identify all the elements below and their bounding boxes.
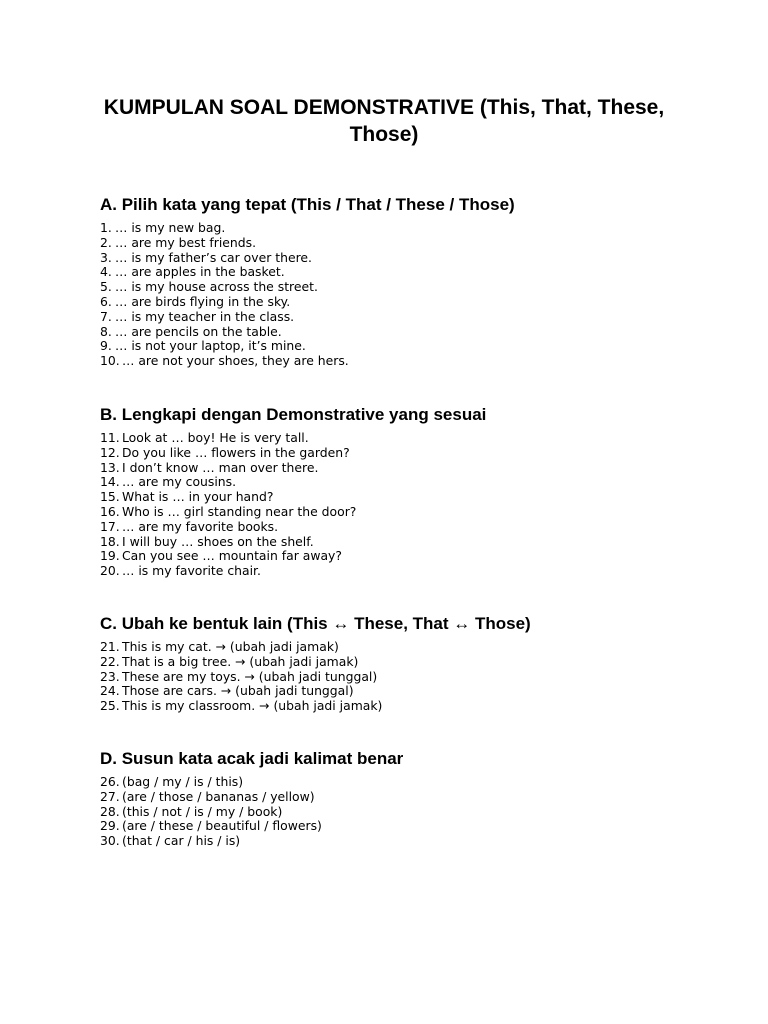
- question-item: [100, 310, 720, 325]
- question-text: Can you see … mountain far away?: [122, 548, 342, 564]
- question-item: [100, 805, 720, 820]
- question-number: 14.: [100, 474, 120, 490]
- question-number: 26.: [100, 774, 120, 789]
- section-a: [100, 195, 720, 369]
- question-text: … are not your shoes, they are hers.: [122, 353, 349, 369]
- section-heading: C. Ubah ke bentuk lain (This ↔ These, That ↔ Those): [100, 614, 531, 633]
- question-item: [100, 549, 720, 564]
- question-item: [100, 295, 720, 310]
- question-item: [100, 475, 720, 490]
- question-text: … are birds flying in the sky.: [115, 293, 291, 309]
- question-text: … are pencils on the table.: [115, 323, 282, 339]
- question-item: [100, 790, 720, 805]
- question-number: 8.: [100, 323, 112, 339]
- question-item: [100, 564, 720, 579]
- question-item: [100, 775, 720, 790]
- question-text: (that / car / his / is): [122, 833, 241, 849]
- question-text: Who is … girl standing near the door?: [122, 503, 357, 519]
- question-number: 24.: [100, 683, 120, 699]
- section-heading: A. Pilih kata yang tepat (This / That / These / Those): [100, 195, 515, 214]
- question-item: [100, 505, 720, 520]
- question-text: These are my toys. → (ubah jadi tunggal): [122, 668, 378, 684]
- question-text: I will buy … shoes on the shelf.: [122, 533, 314, 549]
- question-item: [100, 819, 720, 834]
- section-heading: B. Lengkapi dengan Demonstrative yang sesuai: [100, 405, 487, 424]
- section-c: [100, 614, 720, 714]
- question-item: [100, 280, 720, 295]
- question-text: Do you like … flowers in the garden?: [122, 444, 350, 460]
- question-number: 18.: [100, 533, 120, 549]
- question-item: [100, 325, 720, 340]
- question-text: (are / those / bananas / yellow): [122, 788, 315, 804]
- question-text: What is … in your hand?: [122, 489, 274, 505]
- question-text: … are my best friends.: [115, 234, 257, 250]
- question-list: [100, 431, 720, 579]
- question-text: … is my teacher in the class.: [115, 308, 295, 324]
- question-text: Those are cars. → (ubah jadi tunggal): [122, 683, 354, 699]
- question-number: 15.: [100, 489, 120, 505]
- question-item: [100, 535, 720, 550]
- question-text: … are apples in the basket.: [115, 264, 285, 280]
- question-item: [100, 354, 720, 369]
- question-text: This is my classroom. → (ubah jadi jamak): [122, 698, 383, 714]
- question-number: 9.: [100, 338, 112, 354]
- question-text: (are / these / beautiful / flowers): [122, 818, 322, 834]
- question-number: 6.: [100, 293, 112, 309]
- question-number: 27.: [100, 788, 120, 804]
- question-item: [100, 834, 720, 849]
- question-number: 16.: [100, 503, 120, 519]
- question-item: [100, 684, 720, 699]
- question-item: [100, 221, 720, 236]
- question-text: (this / not / is / my / book): [122, 803, 283, 819]
- question-number: 23.: [100, 668, 120, 684]
- question-number: 22.: [100, 653, 120, 669]
- question-number: 21.: [100, 639, 120, 654]
- question-number: 12.: [100, 444, 120, 460]
- document-title: KUMPULAN SOAL DEMONSTRATIVE (This, That, These, Those): [103, 96, 665, 146]
- question-text: … is my house across the street.: [115, 279, 318, 295]
- question-item: [100, 265, 720, 280]
- question-item: [100, 431, 720, 446]
- question-list: [100, 221, 720, 369]
- question-number: 7.: [100, 308, 112, 324]
- question-item: [100, 461, 720, 476]
- section-heading: D. Susun kata acak jadi kalimat benar: [100, 749, 404, 768]
- question-item: [100, 670, 720, 685]
- question-number: 2.: [100, 234, 112, 250]
- section-b: [100, 405, 720, 579]
- question-number: 4.: [100, 264, 112, 280]
- question-item: [100, 446, 720, 461]
- question-number: 10.: [100, 353, 120, 369]
- question-text: (bag / my / is / this): [122, 774, 244, 789]
- question-text: Look at … boy! He is very tall.: [122, 430, 309, 445]
- question-item: [100, 236, 720, 251]
- question-text: … is my favorite chair.: [122, 563, 261, 579]
- question-list: [100, 775, 720, 849]
- question-text: … is not your laptop, it’s mine.: [115, 338, 306, 354]
- question-number: 29.: [100, 818, 120, 834]
- question-number: 5.: [100, 279, 112, 295]
- question-text: … is my father’s car over there.: [115, 249, 312, 265]
- question-number: 19.: [100, 548, 120, 564]
- question-text: I don’t know … man over there.: [122, 459, 319, 475]
- question-number: 11.: [100, 430, 120, 445]
- question-text: … are my favorite books.: [122, 518, 279, 534]
- question-number: 17.: [100, 518, 120, 534]
- question-item: [100, 699, 720, 714]
- question-item: [100, 251, 720, 266]
- question-text: … is my new bag.: [115, 220, 226, 235]
- question-number: 25.: [100, 698, 120, 714]
- question-item: [100, 490, 720, 505]
- question-text: That is a big tree. → (ubah jadi jamak): [122, 653, 359, 669]
- question-text: … are my cousins.: [122, 474, 237, 490]
- question-number: 20.: [100, 563, 120, 579]
- question-number: 30.: [100, 833, 120, 849]
- question-number: 1.: [100, 220, 112, 235]
- section-d: [100, 749, 720, 849]
- question-item: [100, 520, 720, 535]
- question-item: [100, 655, 720, 670]
- question-number: 3.: [100, 249, 112, 265]
- question-list: [100, 640, 720, 714]
- question-item: [100, 640, 720, 655]
- question-item: [100, 339, 720, 354]
- question-text: This is my cat. → (ubah jadi jamak): [122, 639, 339, 654]
- question-number: 28.: [100, 803, 120, 819]
- question-number: 13.: [100, 459, 120, 475]
